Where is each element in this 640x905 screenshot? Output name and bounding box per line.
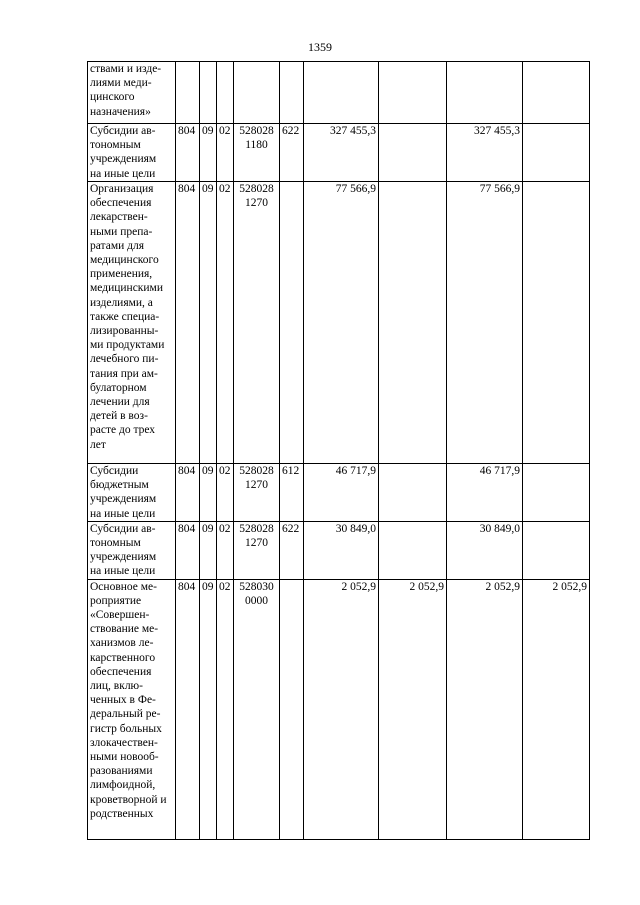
amount-2-cell [379, 62, 447, 124]
page-number: 1359 [308, 40, 332, 54]
amount-1-cell [304, 62, 379, 124]
target-article-cell: 528028 1270 [234, 521, 280, 579]
section-code-cell [200, 62, 217, 124]
budget-table [87, 61, 590, 840]
table-row [88, 124, 590, 182]
ved-code-cell: 804 [176, 182, 200, 464]
amount-1-cell: 2 052,9 [304, 579, 379, 839]
row-name-cell: ствами и изде- лиями меди- цинского назначения» [88, 62, 176, 124]
amount-2-cell [379, 464, 447, 522]
table-row [88, 521, 590, 579]
amount-4-cell: 2 052,9 [523, 579, 590, 839]
target-article-cell [234, 62, 280, 124]
section-code-cell: 09 [200, 182, 217, 464]
section-code-cell: 09 [200, 579, 217, 839]
subsection-code-cell: 02 [217, 124, 234, 182]
amount-3-cell: 2 052,9 [447, 579, 523, 839]
row-name-cell: Субсидии ав- тономным учреждениям на иные цели [88, 124, 176, 182]
row-name-cell: Субсидии ав- тономным учреждениям на иные цели [88, 521, 176, 579]
amount-3-cell: 46 717,9 [447, 464, 523, 522]
row-name-cell: Организация обеспечения лекарствен- ными препа- ратами для медицинского применения, медицинскими изделиями, а также специа- лизированны- ми продуктами лечебного пи- тания при ам- булаторном лечении для детей в воз- расте до трех лет [88, 182, 176, 464]
target-article-cell: 528030 0000 [234, 579, 280, 839]
amount-2-cell [379, 124, 447, 182]
amount-4-cell [523, 464, 590, 522]
table-row [88, 579, 590, 839]
expense-type-cell [280, 182, 304, 464]
section-code-cell: 09 [200, 464, 217, 522]
target-article-cell: 528028 1180 [234, 124, 280, 182]
subsection-code-cell: 02 [217, 521, 234, 579]
ved-code-cell: 804 [176, 124, 200, 182]
amount-4-cell [523, 124, 590, 182]
table-row [88, 62, 590, 124]
expense-type-cell [280, 62, 304, 124]
table-row [88, 464, 590, 522]
table-row [88, 182, 590, 464]
amount-1-cell: 77 566,9 [304, 182, 379, 464]
section-code-cell: 09 [200, 124, 217, 182]
subsection-code-cell: 02 [217, 464, 234, 522]
amount-1-cell: 327 455,3 [304, 124, 379, 182]
amount-2-cell [379, 182, 447, 464]
amount-4-cell [523, 521, 590, 579]
ved-code-cell: 804 [176, 464, 200, 522]
row-name-cell: Субсидии бюджетным учреждениям на иные цели [88, 464, 176, 522]
amount-3-cell: 327 455,3 [447, 124, 523, 182]
subsection-code-cell [217, 62, 234, 124]
ved-code-cell: 804 [176, 579, 200, 839]
amount-2-cell: 2 052,9 [379, 579, 447, 839]
amount-3-cell: 77 566,9 [447, 182, 523, 464]
amount-3-cell [447, 62, 523, 124]
ved-code-cell: 804 [176, 521, 200, 579]
target-article-cell: 528028 1270 [234, 464, 280, 522]
row-name-cell: Основное ме- роприятие «Совершен- ствование ме- ханизмов ле- карственного обеспечения лиц, вклю- ченных в Фе- деральный ре- гистр больных злокачествен- ными новооб- разованиями лимфоидной, кроветворной и родственных [88, 579, 176, 839]
amount-1-cell: 46 717,9 [304, 464, 379, 522]
amount-4-cell [523, 182, 590, 464]
expense-type-cell: 612 [280, 464, 304, 522]
expense-type-cell [280, 579, 304, 839]
amount-2-cell [379, 521, 447, 579]
section-code-cell: 09 [200, 521, 217, 579]
expense-type-cell: 622 [280, 521, 304, 579]
expense-type-cell: 622 [280, 124, 304, 182]
amount-1-cell: 30 849,0 [304, 521, 379, 579]
amount-3-cell: 30 849,0 [447, 521, 523, 579]
ved-code-cell [176, 62, 200, 124]
subsection-code-cell: 02 [217, 182, 234, 464]
amount-4-cell [523, 62, 590, 124]
subsection-code-cell: 02 [217, 579, 234, 839]
target-article-cell: 528028 1270 [234, 182, 280, 464]
